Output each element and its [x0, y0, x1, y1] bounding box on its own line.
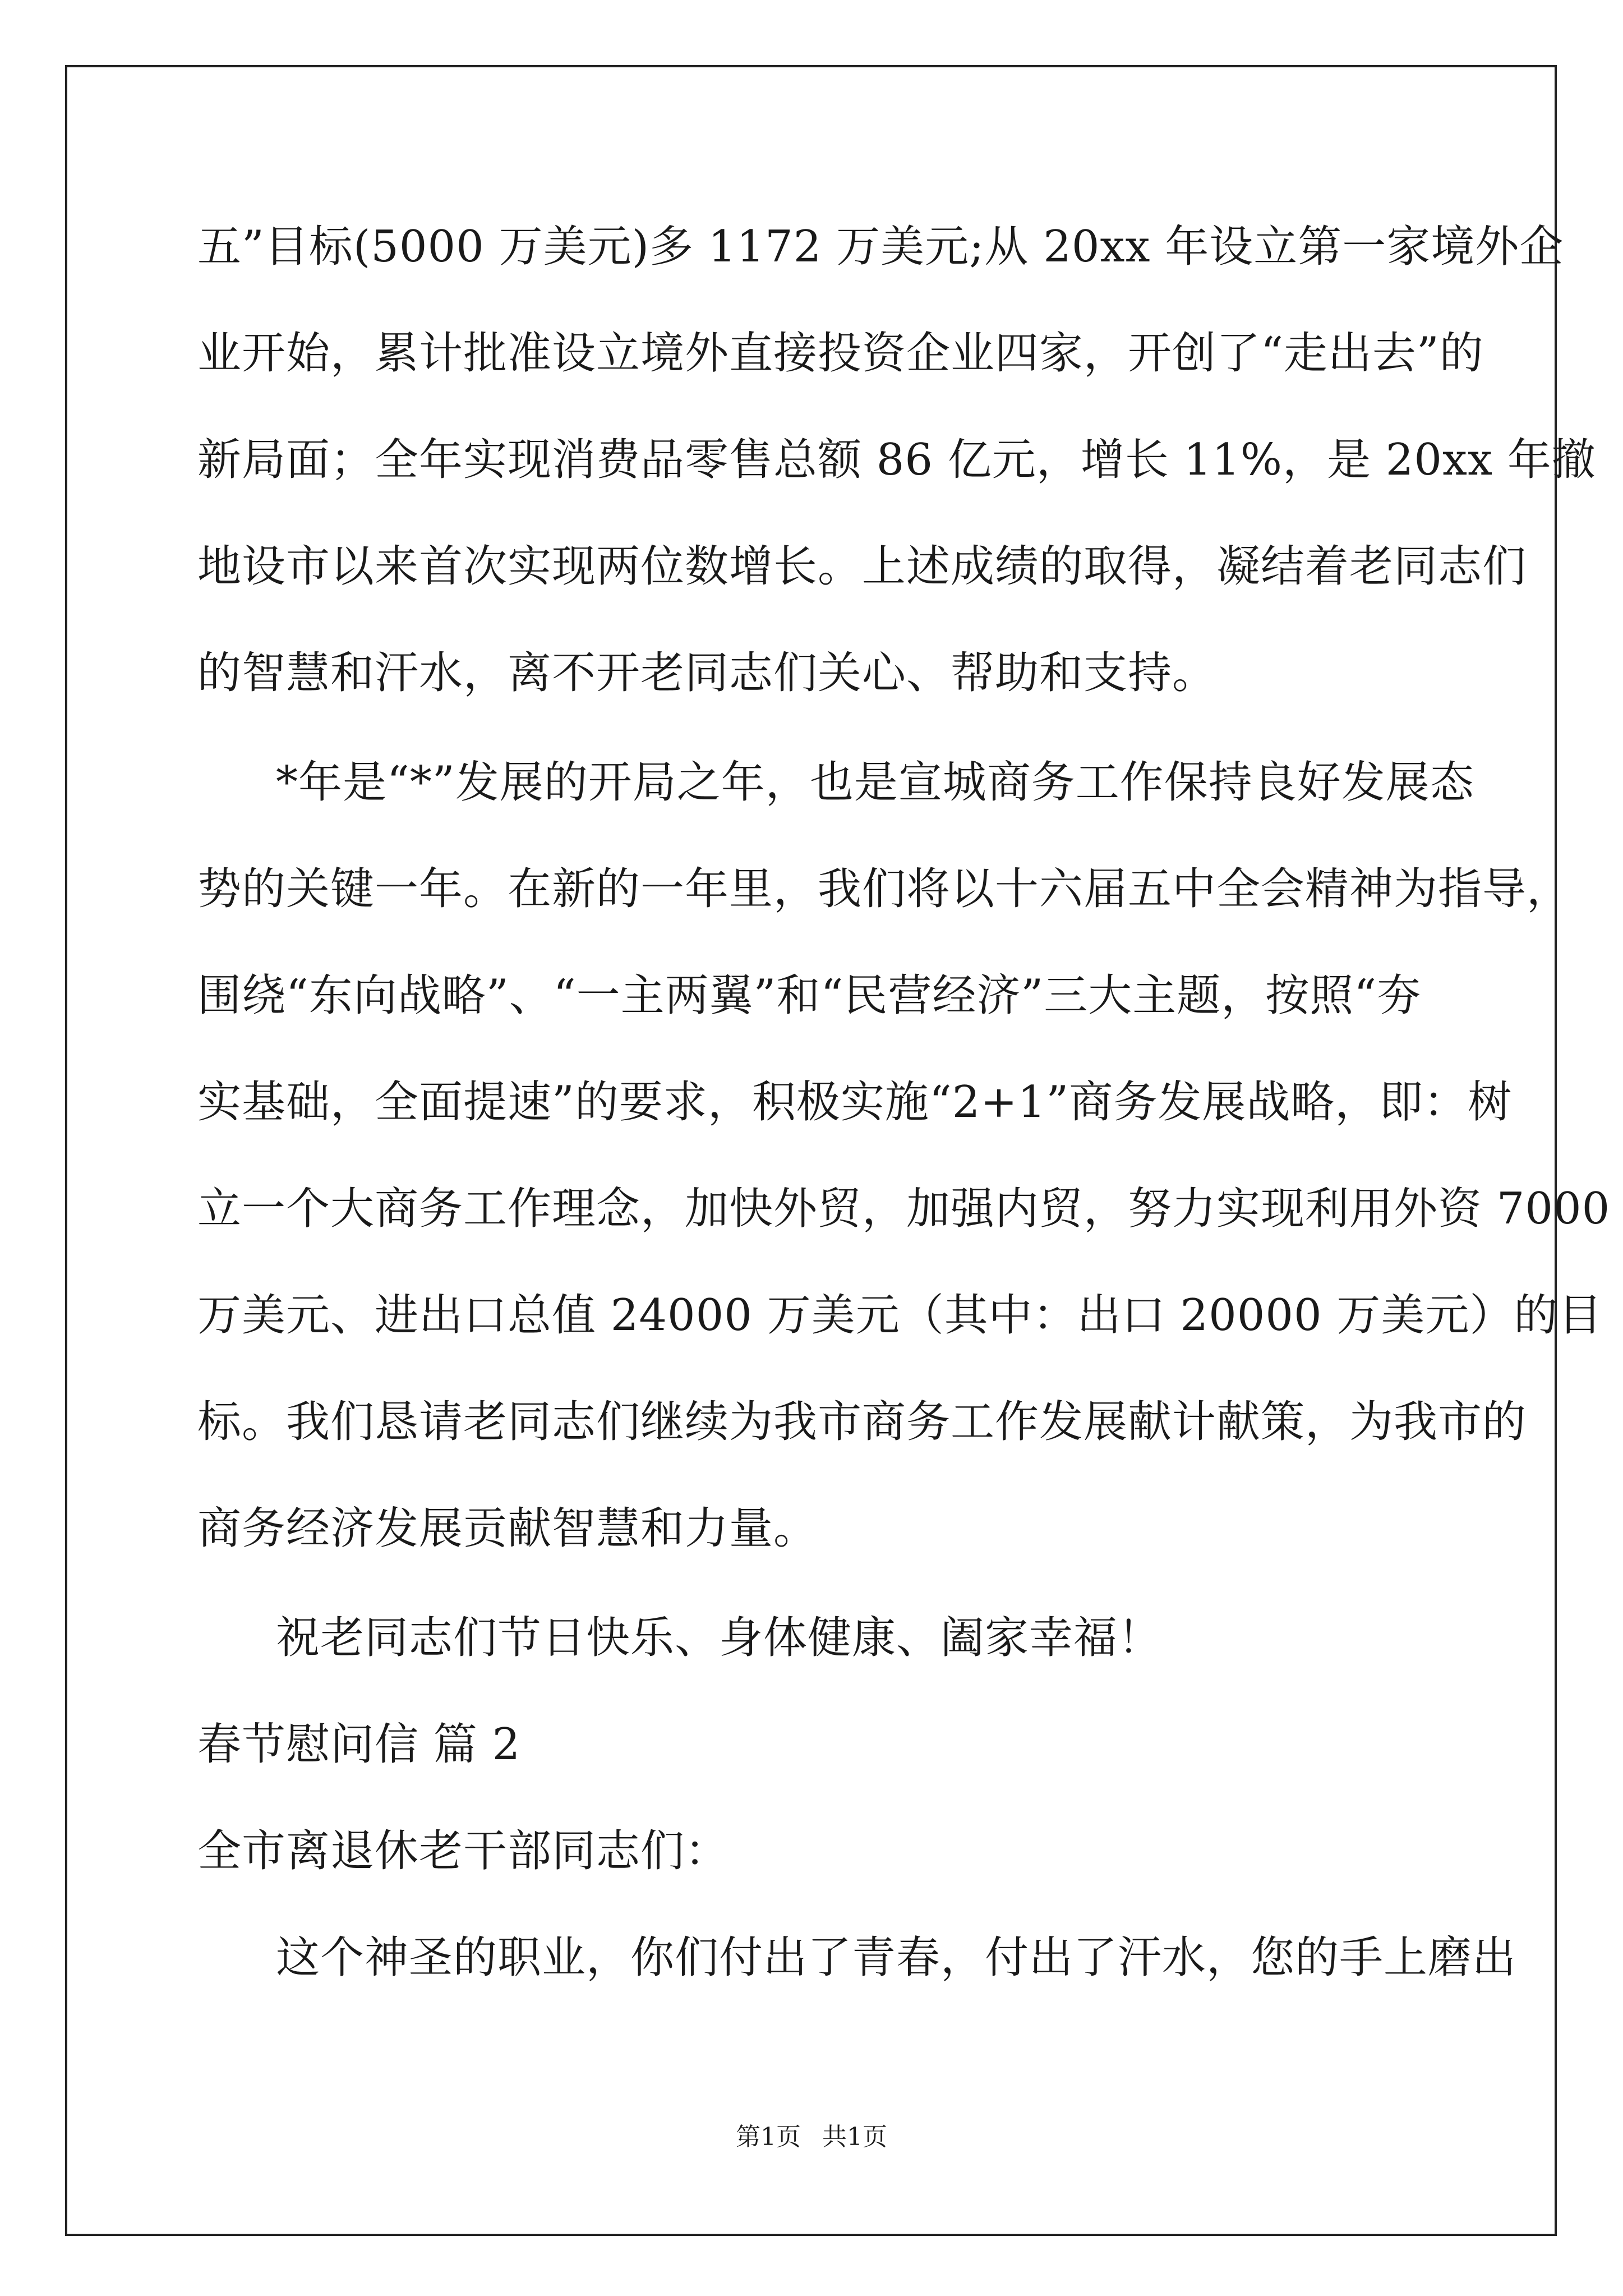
page-number: 第1页 [736, 2123, 801, 2151]
paragraph-line: 立一个大商务工作理念，加快外贸，加强内贸，努力实现利用外资 7000 [197, 1184, 1611, 1234]
page-total: 共1页 [822, 2123, 887, 2151]
paragraph-line: 五”目标(5000 万美元)多 1172 万美元;从 20xx 年设立第一家境外企 [197, 222, 1564, 272]
salutation: 全市离退休老干部同志们： [197, 1826, 730, 1876]
paragraph-line: 地设市以来首次实现两位数增长。上述成绩的取得，凝结着老同志们 [197, 541, 1527, 592]
paragraph-line: 新局面；全年实现消费品零售总额 86 亿元，增长 11%，是 20xx 年撤 [197, 435, 1596, 485]
page-border [65, 65, 1557, 2236]
paragraph-line: 万美元、进出口总值 24000 万美元（其中：出口 20000 万美元）的目 [197, 1290, 1603, 1341]
section-heading: 春节慰问信 篇 2 [197, 1719, 521, 1770]
paragraph-line: 围绕“东向战略”、“一主两翼”和“民营经济”三大主题，按照“夯 [197, 970, 1422, 1021]
paragraph-line: 商务经济发展贡献智慧和力量。 [197, 1503, 818, 1554]
page-footer [0, 2120, 1623, 2154]
paragraph-line: 祝老同志们节日快乐、身体健康、阖家幸福！ [276, 1613, 1163, 1663]
paragraph-line: 实基础，全面提速”的要求，积极实施“2+1”商务发展战略，即：树 [197, 1077, 1513, 1128]
paragraph-line: *年是“*”发展的开局之年，也是宣城商务工作保持良好发展态 [276, 757, 1474, 808]
paragraph-line: 业开始，累计批准设立境外直接投资企业四家，开创了“走出去”的 [197, 328, 1484, 379]
paragraph-line: 势的关键一年。在新的一年里，我们将以十六届五中全会精神为指导， [197, 864, 1571, 914]
paragraph-line: 的智慧和汗水，离不开老同志们关心、帮助和支持。 [197, 648, 1217, 698]
paragraph-line: 这个神圣的职业，你们付出了青春，付出了汗水，您的手上磨出 [276, 1932, 1517, 1983]
paragraph-line: 标。我们恳请老同志们继续为我市商务工作发展献计献策，为我市的 [197, 1397, 1527, 1447]
